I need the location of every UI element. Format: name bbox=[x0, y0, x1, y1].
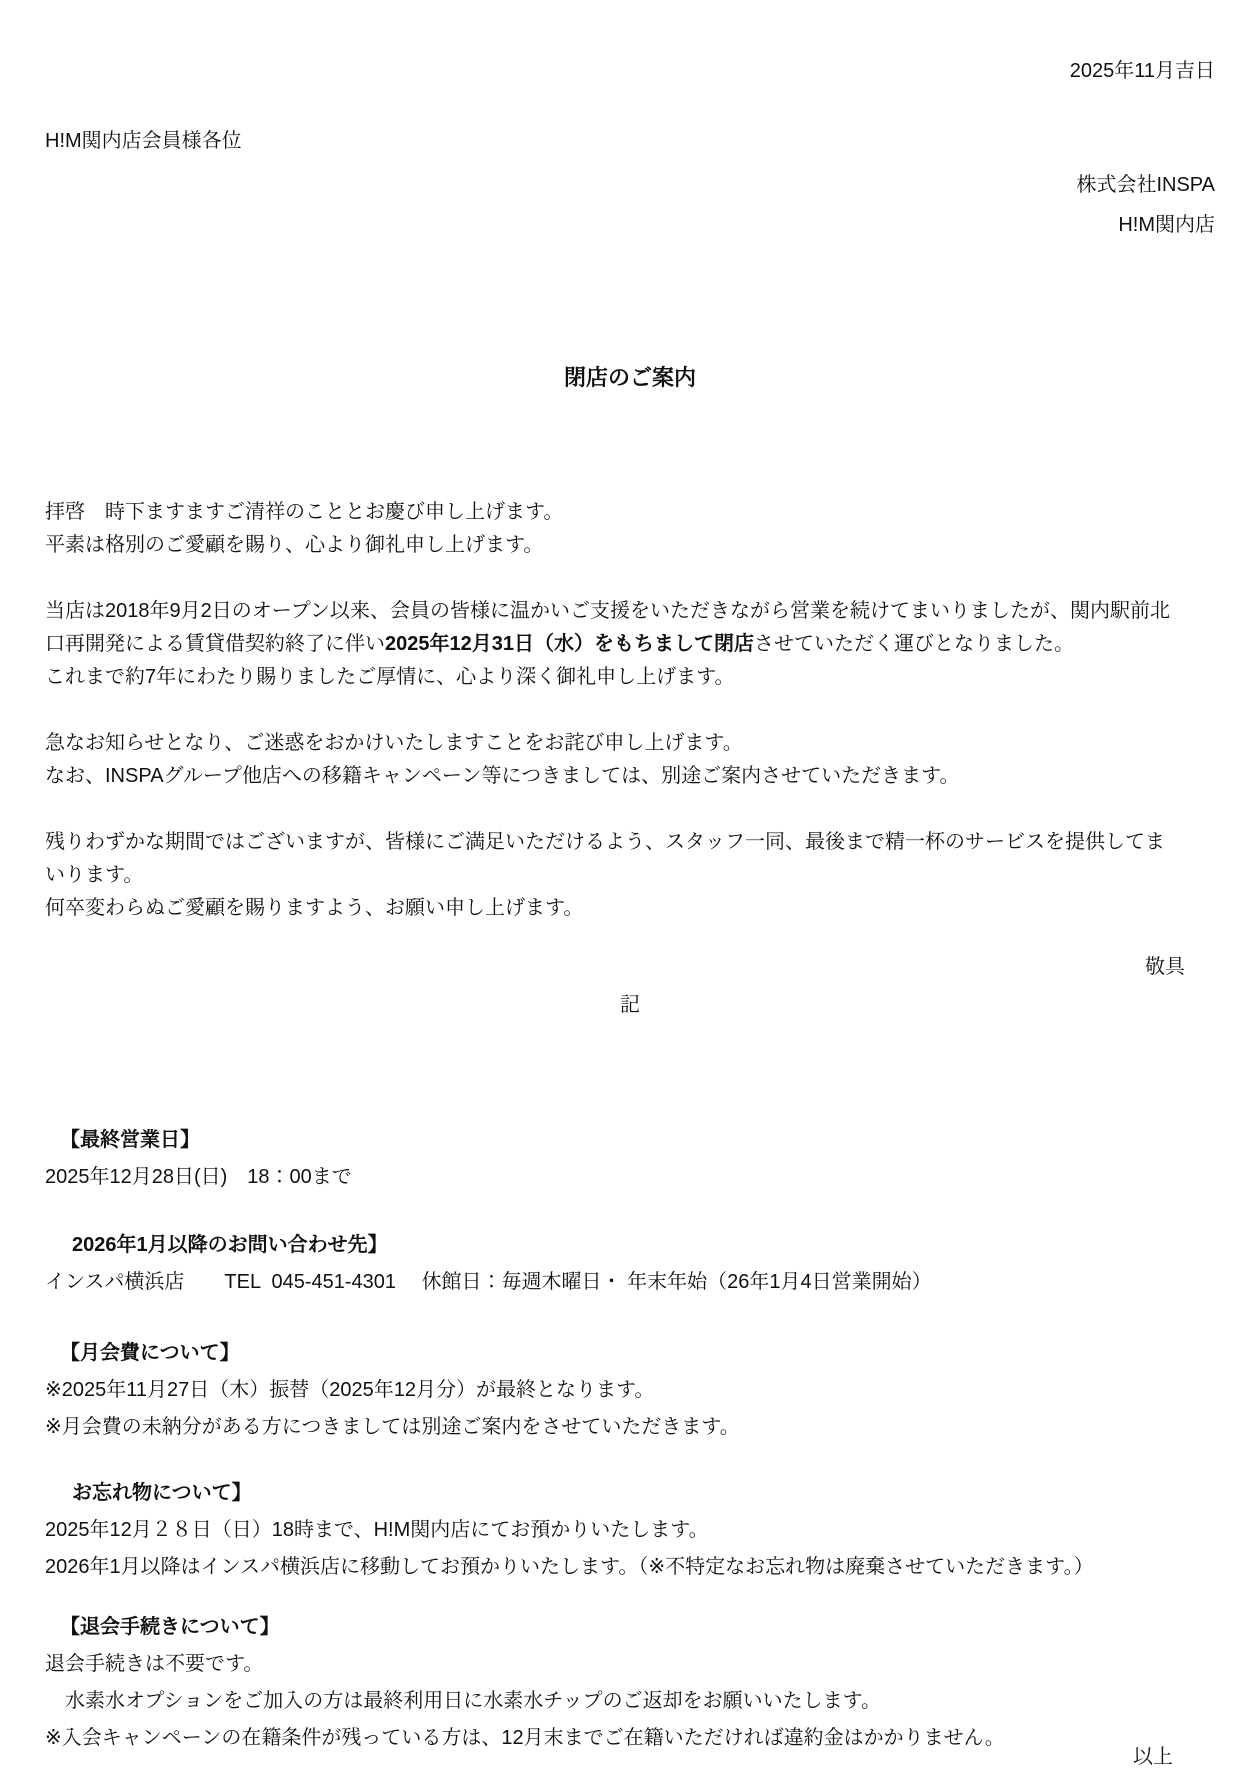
section-heading-last-business-day: 【最終営業日】 bbox=[60, 1129, 200, 1151]
farewell-paragraph bbox=[45, 826, 1180, 925]
detail-sections bbox=[45, 1121, 1215, 1757]
sender-store: H!M関内店 bbox=[1118, 214, 1215, 236]
record-marker: 記 bbox=[620, 994, 640, 1016]
transfer-campaign-line: なお、INSPAグループ他店への移籍キャンペーン等につきましては、別途ご案内させていただきます。 bbox=[45, 765, 960, 787]
closure-text-before: 当店は2018年9月2日のオープン以来、会員の皆様に温かいご支援をいただきながら営業を続けてまいりましたが、関内駅前北口再開発による賃貸借契約終了に伴い bbox=[45, 600, 1170, 655]
section-line: インスパ横浜店 TEL 045-451-4301 休館日：毎週木曜日・ 年末年始（26年1月4日営業開始） bbox=[45, 1271, 932, 1293]
apology-line: 急なお知らせとなり、ご迷惑をおかけいたしますことをお詫び申し上げます。 bbox=[45, 732, 743, 754]
apology-paragraph bbox=[45, 727, 1180, 793]
request-line: 何卒変わらぬご愛顧を賜りますよう、お願い申し上げます。 bbox=[45, 897, 584, 919]
section-line: 2026年1月以降はインスパ横浜店に移動してお預かりいたします。（※不特定なお忘れ物は廃棄させていただきます。） bbox=[45, 1556, 1094, 1578]
section-withdrawal-procedure bbox=[45, 1608, 1215, 1757]
section-lost-items bbox=[45, 1474, 1215, 1586]
section-contact-after-january bbox=[45, 1226, 1215, 1301]
section-heading-lost-items: お忘れ物について】 bbox=[72, 1482, 252, 1504]
closing-keigu: 敬具 bbox=[1145, 956, 1185, 978]
section-line: 水素水オプションをご加入の方は最終利用日に水素水チップのご返却をお願いいたします。 bbox=[45, 1690, 881, 1712]
recipient-line: H!M関内店会員様各位 bbox=[45, 130, 242, 152]
letter-body bbox=[45, 496, 1180, 925]
section-line: ※入会キャンペーンの在籍条件が残っている方は、12月末までご在籍いただければ違約金はかかりません。 bbox=[45, 1727, 1005, 1749]
section-heading-withdrawal: 【退会手続きについて】 bbox=[60, 1616, 280, 1638]
section-heading-contact: 2026年1月以降のお問い合わせ先】 bbox=[72, 1234, 388, 1256]
closure-paragraph bbox=[45, 595, 1180, 694]
section-last-business-day bbox=[45, 1121, 1215, 1196]
greeting-line-1: 拝啓 時下ますますご清祥のこととお慶び申し上げます。 bbox=[45, 501, 564, 523]
section-monthly-fee bbox=[45, 1334, 1215, 1446]
section-line: ※月会費の未納分がある方につきましては別途ご案内をさせていただきます。 bbox=[45, 1416, 740, 1438]
section-line: ※2025年11月27日（木）振替（2025年12月分）が最終となります。 bbox=[45, 1379, 655, 1401]
gratitude-line: これまで約7年にわたり賜りましたご厚情に、心より深く御礼申し上げます。 bbox=[45, 666, 735, 688]
greeting-line-2: 平素は格別のご愛顧を賜り、心より御礼申し上げます。 bbox=[45, 534, 544, 556]
service-pledge-line: 残りわずかな期間ではございますが、皆様にご満足いただけるよう、スタッフ一同、最後まで精一杯のサービスを提供してまいります。 bbox=[45, 831, 1165, 886]
end-marker: 以上 bbox=[1133, 1746, 1173, 1768]
letter-title: 閉店のご案内 bbox=[563, 365, 696, 390]
section-heading-monthly-fee: 【月会費について】 bbox=[60, 1342, 240, 1364]
greeting-paragraph bbox=[45, 496, 1180, 562]
section-line: 2025年12月２８日（日）18時まで、H!M関内店にてお預かりいたします。 bbox=[45, 1519, 709, 1541]
closure-date-emphasis: 2025年12月31日（水）をもちまして閉店 bbox=[385, 633, 754, 655]
section-line: 退会手続きは不要です。 bbox=[45, 1653, 264, 1675]
sender-company: 株式会社INSPA bbox=[1076, 174, 1215, 196]
closure-text-after: させていただく運びとなりました。 bbox=[753, 633, 1074, 655]
letter-date: 2025年11月吉日 bbox=[1069, 60, 1215, 82]
section-line: 2025年12月28日(日) 18：00まで bbox=[45, 1166, 352, 1188]
